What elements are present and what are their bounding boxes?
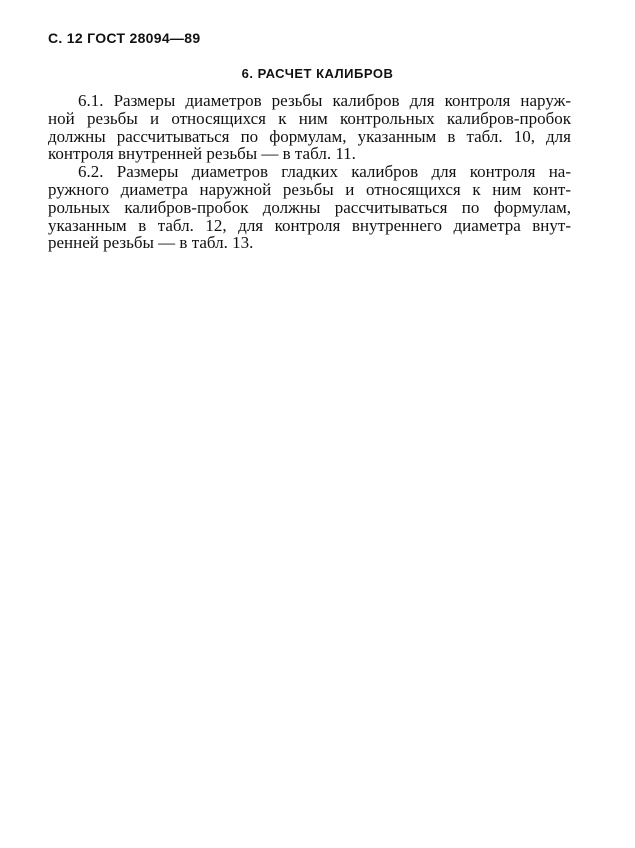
text-line: рольных калибров-пробок должны рассчитываться по формулам, [48,197,571,217]
text-line: ружного диаметра наружной резьбы и относящихся к ним конт- [48,179,571,199]
text-line: ной резьбы и относящихся к ним контрольных калибров-пробок [48,108,571,128]
text-line: ренней резьбы — в табл. 13. [48,233,254,253]
section-title: 6. РАСЧЕТ КАЛИБРОВ [241,66,394,81]
paragraph-6-2 [48,163,571,252]
text-line: указанным в табл. 12, для контроля внутреннего диаметра внут- [48,215,571,235]
text-line: должны рассчитываться по формулам, указанным в табл. 10, для [48,126,571,146]
paragraph-6-1 [48,92,571,163]
text-line: контроля внутренней резьбы — в табл. 11. [48,144,356,164]
page-header: С. 12 ГОСТ 28094—89 [48,30,201,46]
text-line: 6.1. Размеры диаметров резьбы калибров для контроля наруж- [78,91,571,110]
body-text [48,92,571,252]
text-line: 6.2. Размеры диаметров гладких калибров для контроля на- [78,162,571,182]
